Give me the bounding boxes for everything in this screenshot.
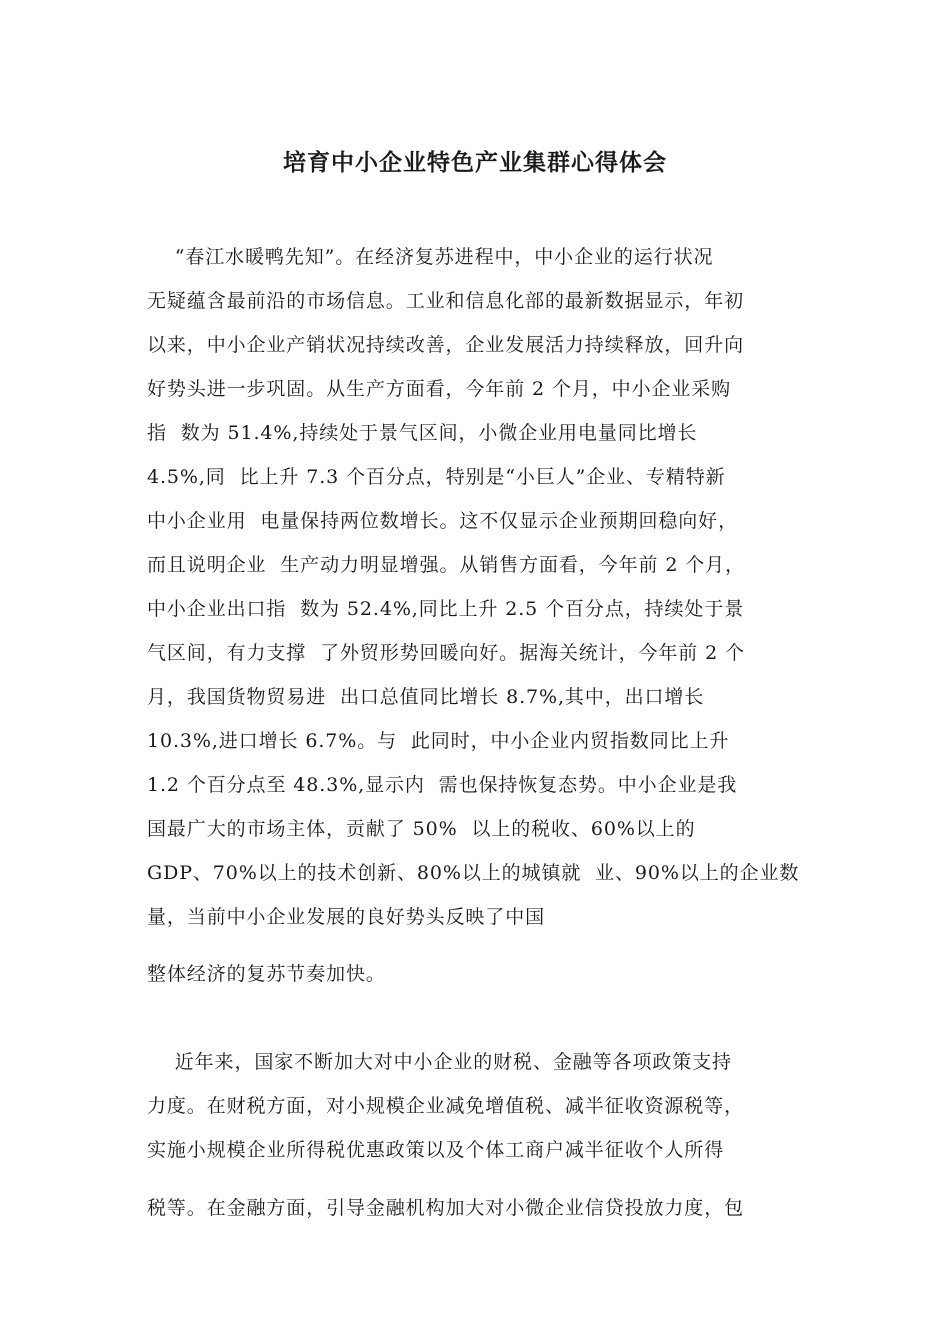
paragraph-line: 10.3%,进口增长 6.7%。与 此同时，中小企业内贸指数同比上升: [147, 730, 730, 752]
paragraph-line: 无疑蕴含最前沿的市场信息。工业和信息化部的最新数据显示，年初: [147, 290, 745, 312]
paragraph-line: 月，我国货物贸易进 出口总值同比增长 8.7%,其中，出口增长: [147, 686, 705, 708]
paragraph-line: 税等。在金融方面，引导金融机构加大对小微企业信贷投放力度，包: [147, 1197, 745, 1219]
paragraph-line: 力度。在财税方面，对小规模企业减免增值税、减半征收资源税等，: [147, 1095, 745, 1117]
paragraph-line: 以来，中小企业产销状况持续改善，企业发展活力持续释放，回升向: [147, 334, 745, 356]
paragraph-line: “春江水暖鸭先知”。在经济复苏进程中，中小企业的运行状况: [147, 246, 714, 268]
paragraph-line: 量，当前中小企业发展的良好势头反映了中国: [147, 906, 546, 928]
paragraph-line: 中小企业出口指 数为 52.4%,同比上升 2.5 个百分点，持续处于景: [147, 598, 745, 620]
paragraph-line: 实施小规模企业所得税优惠政策以及个体工商户减半征收个人所得: [147, 1139, 725, 1161]
paragraph-line: 1.2 个百分点至 48.3%,显示内 需也保持恢复态势。中小企业是我: [147, 774, 738, 796]
paragraph-line: 指 数为 51.4%,持续处于景气区间，小微企业用电量同比增长: [147, 422, 698, 444]
paragraph-line: 整体经济的复苏节奏加快。: [147, 963, 386, 985]
paragraph-line: 4.5%,同 比上升 7.3 个百分点，特别是“小巨人”企业、专精特新: [147, 466, 726, 488]
paragraph-line: 国最广大的市场主体，贡献了 50% 以上的税收、60%以上的: [147, 818, 696, 840]
paragraph-line: 好势头进一步巩固。从生产方面看，今年前 2 个月，中小企业采购: [147, 378, 732, 400]
paragraph-line: 中小企业用 电量保持两位数增长。这不仅显示企业预期回稳向好，: [147, 510, 738, 532]
paragraph-line: 近年来，国家不断加大对中小企业的财税、金融等各项政策支持: [147, 1051, 732, 1073]
paragraph-line: 气区间，有力支撑 了外贸形势回暖向好。据海关统计，今年前 2 个: [147, 642, 745, 664]
paragraph-line: 而且说明企业 生产动力明显增强。从销售方面看，今年前 2 个月，: [147, 554, 745, 576]
paragraph-line: GDP、70%以上的技术创新、80%以上的城镇就 业、90%以上的企业数: [147, 862, 800, 884]
document-title: 培育中小企业特色产业集群心得体会: [283, 149, 667, 176]
